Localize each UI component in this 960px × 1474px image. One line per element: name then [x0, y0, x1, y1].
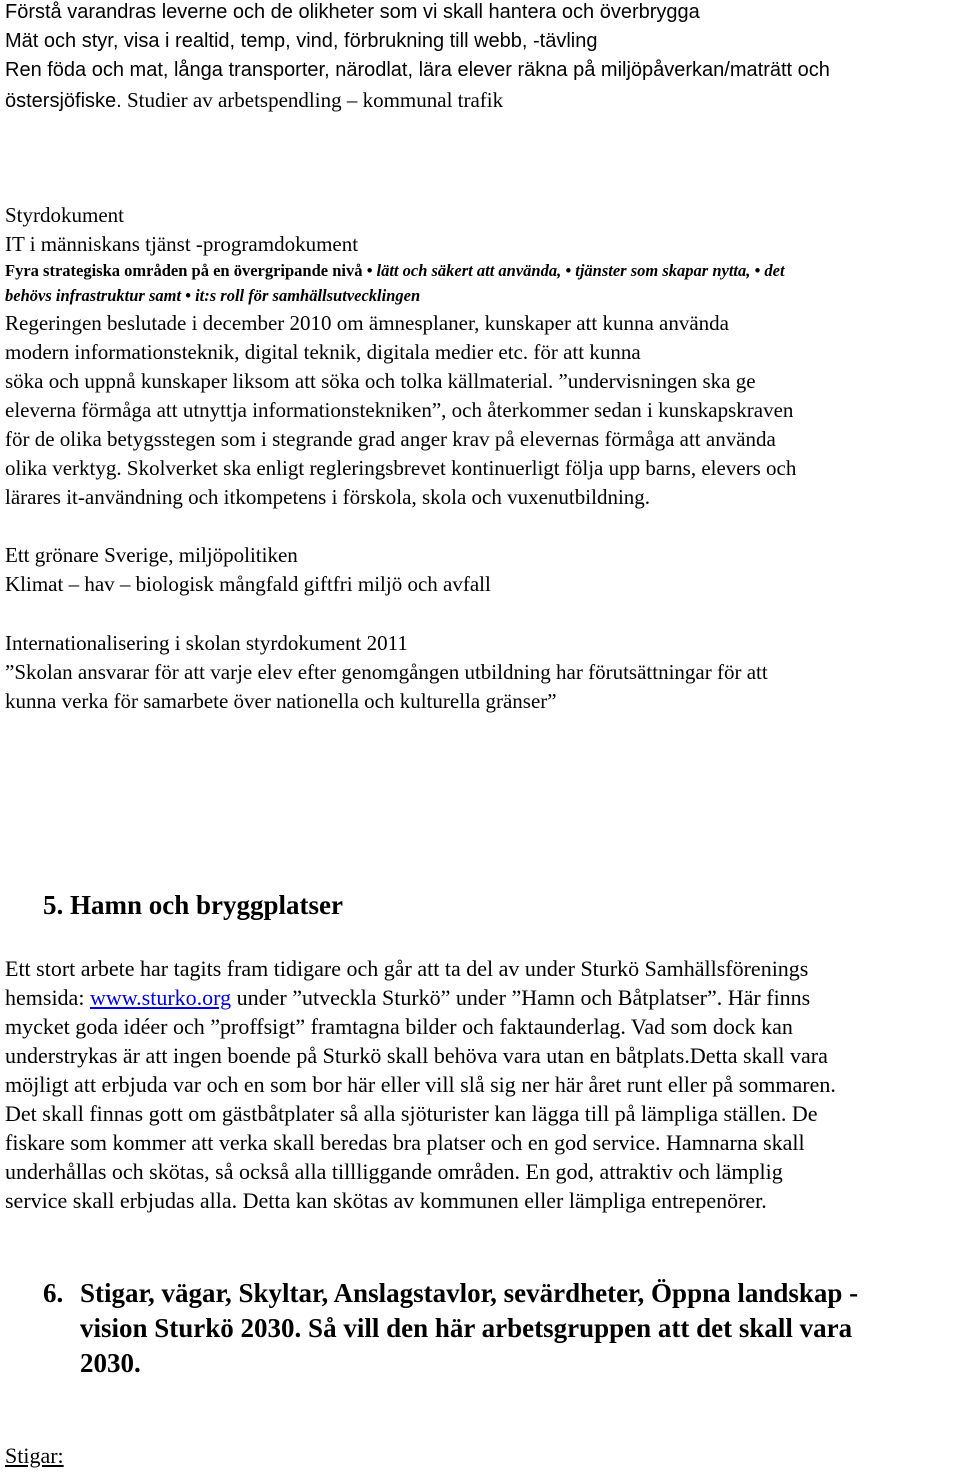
- section-5-line-2-b: under ”utveckla Sturkö” under ”Hamn och Båtplatser”. Här finns: [231, 985, 811, 1010]
- section-5-line-2-a: hemsida:: [5, 985, 90, 1010]
- section-5-line-9: service skall erbjudas alla. Detta kan skötas av kommunen eller lämpliga entrepenörer.: [5, 1188, 767, 1213]
- reg-line-3: söka och uppnå kunskaper liksom att söka och tolka källmaterial. ”undervisningen ska ge: [5, 369, 756, 393]
- intro-line-1: Förstå varandras leverne och de olikheter som vi skall hantera och överbrygga: [5, 1, 700, 23]
- reg-line-4: eleverna förmåga att utnyttja informationstekniken”, och återkommer sedan i kunskapskraven: [5, 398, 794, 422]
- sturko-link[interactable]: www.sturko.org: [89, 985, 232, 1010]
- section-5-line-7: fiskare som kommer att verka skall beredas bra platser och en god service. Hamnarna skall: [5, 1130, 805, 1155]
- internationalisering-quote-2: kunna verka för samarbete över nationella och kulturella gränser”: [5, 689, 557, 713]
- section-5-line-1: Ett stort arbete har tagits fram tidigare och går att ta del av under Sturkö Samhällsförenings: [5, 956, 809, 981]
- section-5-line-3: mycket goda idéer och ”proffsigt” framtagna bilder och faktaunderlag. Vad som dock kan: [5, 1014, 793, 1039]
- internationalisering-quote-1: ”Skolan ansvarar för att varje elev efter genomgången utbildning har förutsättningar för att: [5, 660, 768, 684]
- strategic-line-2: behövs infrastruktur samt • it:s roll för samhällsutvecklingen: [5, 286, 421, 305]
- intro-line-3: Ren föda och mat, långa transporter, närodlat, lära elever räkna på miljöpåverkan/maträtt och: [5, 59, 830, 81]
- intro-line-4: [5, 88, 503, 113]
- strategic-italic: • lätt och säkert att använda, • tjänster som skapar nytta, • det: [362, 261, 785, 280]
- section-5-line-6: Det skall finnas gott om gästbåtplater så alla sjöturister kan lägga till på lämpliga ställen. De: [5, 1101, 818, 1126]
- section-5-line-5: möjligt att erbjuda var och en som bor här eller vill slå sig ner här året runt eller på sommaren.: [5, 1072, 836, 1097]
- strategic-line-1: [5, 261, 785, 281]
- intro-line-4-sans: östersjöfiske.: [5, 90, 122, 112]
- section-6-title-line-1: Stigar, vägar, Skyltar, Anslagstavlor, sevärdheter, Öppna landskap -: [80, 1278, 859, 1308]
- stigar-label: Stigar:: [5, 1443, 64, 1468]
- section-6-number: 6.: [43, 1278, 64, 1308]
- section-5-line-8: underhållas och skötas, så också alla tillliggande områden. En god, attraktiv och lämplig: [5, 1159, 783, 1184]
- miljo-line-1: Ett grönare Sverige, miljöpolitiken: [5, 543, 298, 567]
- reg-line-6: olika verktyg. Skolverket ska enligt regleringsbrevet kontinuerligt följa upp barns, elevers och: [5, 456, 797, 480]
- internationalisering-heading: Internationalisering i skolan styrdokument 2011: [5, 631, 408, 655]
- styrdokument-subheading: IT i människans tjänst -programdokument: [5, 232, 359, 256]
- reg-line-1: Regeringen beslutade i december 2010 om ämnesplaner, kunskaper att kunna använda: [5, 311, 729, 335]
- intro-line-2: Mät och styr, visa i realtid, temp, vind, förbrukning till webb, -tävling: [5, 30, 598, 52]
- section-5-line-2: [5, 985, 810, 1011]
- reg-line-7: lärares it-användning och itkompetens i förskola, skola och vuxenutbildning.: [5, 485, 651, 509]
- intro-line-4-serif: Studier av arbetspendling – kommunal trafik: [121, 88, 504, 112]
- section-6-title-line-3: 2030.: [80, 1348, 141, 1378]
- styrdokument-heading: Styrdokument: [5, 203, 124, 227]
- section-6-title-line-2: vision Sturkö 2030. Så vill den här arbetsgruppen att det skall vara: [80, 1313, 853, 1343]
- reg-line-2: modern informationsteknik, digital teknik, digitala medier etc. för att kunna: [5, 340, 641, 364]
- strategic-bold: Fyra strategiska områden på en övergripande nivå: [5, 261, 363, 280]
- section-5-title: 5. Hamn och bryggplatser: [43, 890, 343, 920]
- miljo-line-2: Klimat – hav – biologisk mångfald giftfri miljö och avfall: [5, 572, 491, 596]
- reg-line-5: för de olika betygsstegen som i stegrande grad anger krav på elevernas förmåga att använda: [5, 427, 776, 451]
- section-5-line-4: understrykas är att ingen boende på Sturkö skall behöva vara utan en båtplats.Detta skall vara: [5, 1043, 828, 1068]
